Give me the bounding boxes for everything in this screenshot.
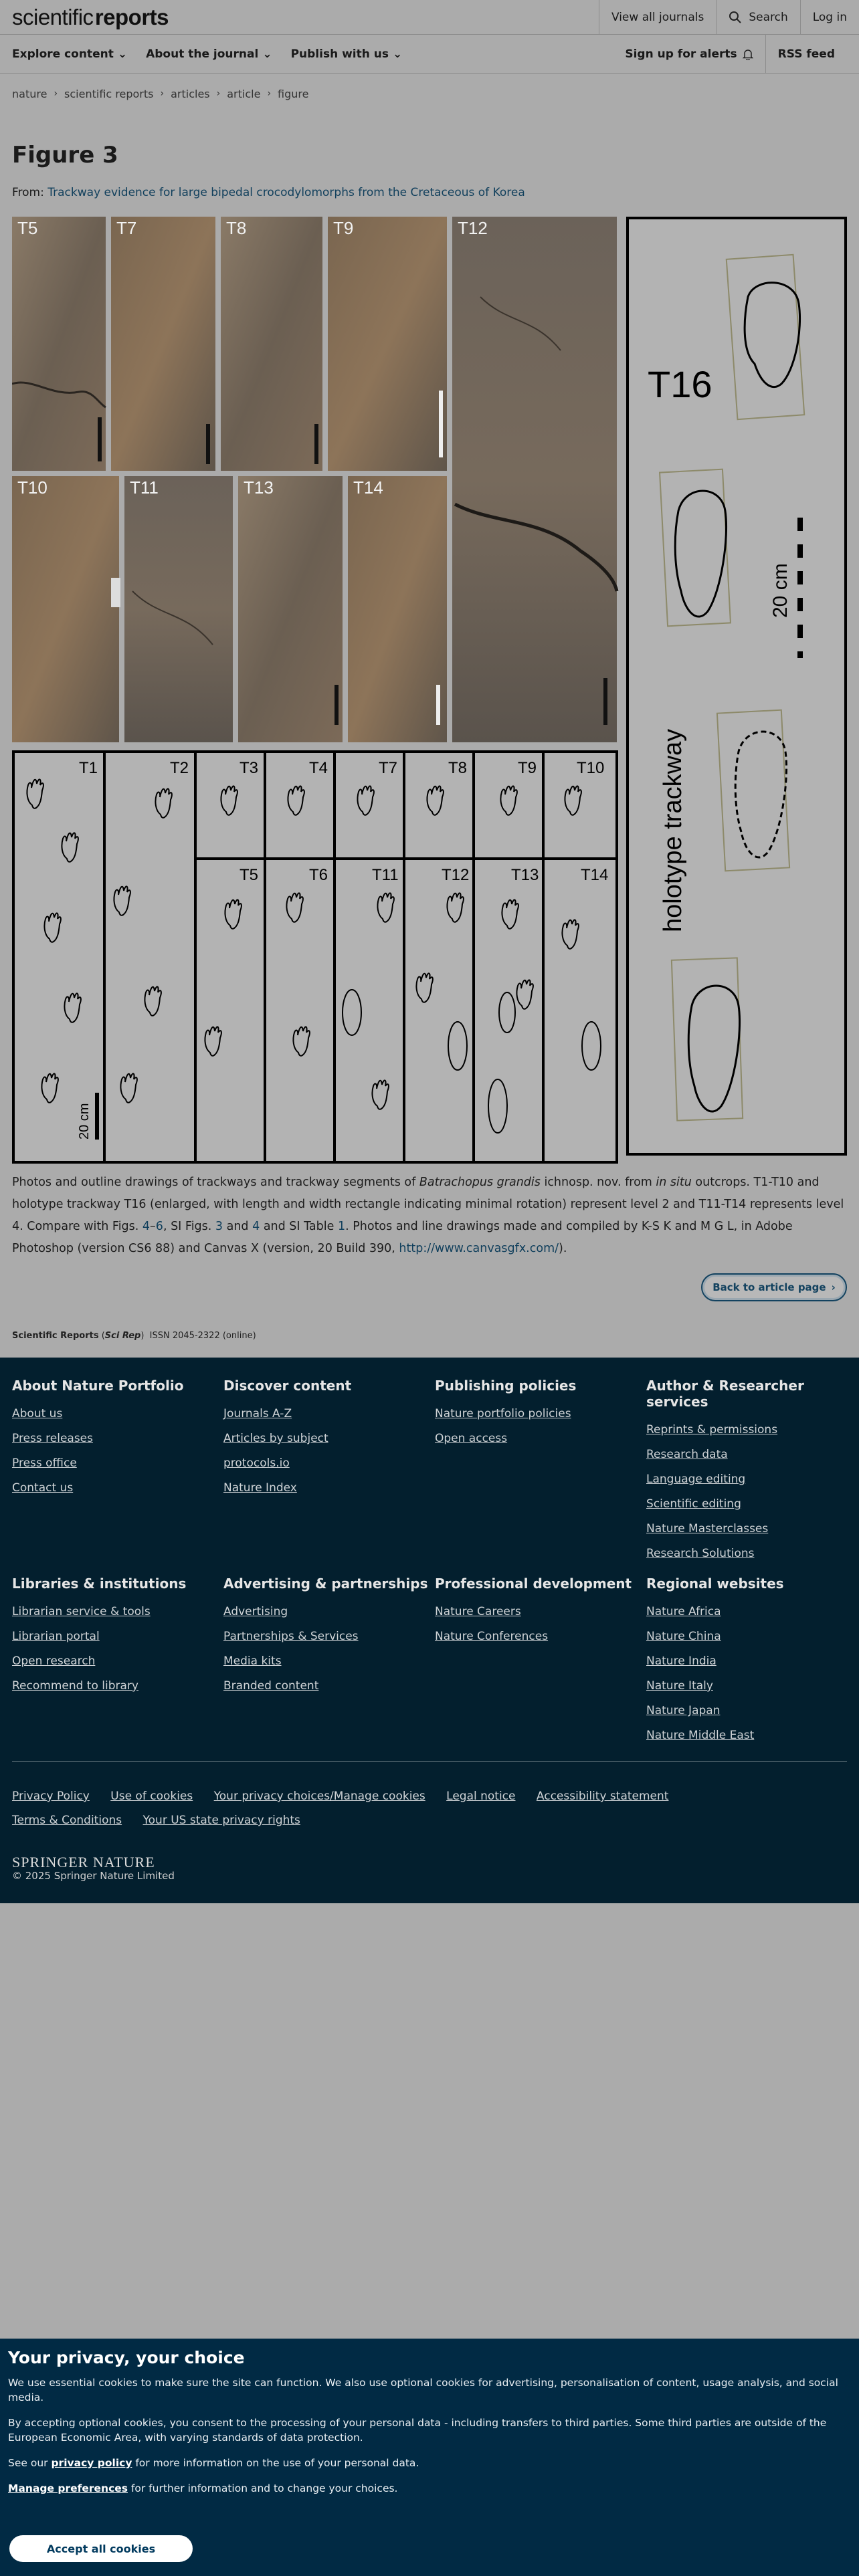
breadcrumb xyxy=(0,74,859,114)
si-table1-link[interactable]: 1 xyxy=(337,1220,346,1233)
legal-notice-link[interactable]: Legal notice xyxy=(446,1790,516,1803)
footer-link[interactable]: Nature Conferences xyxy=(435,1630,549,1643)
chevron-right-icon: › xyxy=(216,88,221,99)
footer-divider xyxy=(12,1761,847,1762)
footer-link[interactable]: Open research xyxy=(12,1654,96,1668)
drawing-label: T13 xyxy=(511,866,539,884)
scale-bar xyxy=(206,424,210,464)
drawing-label: T4 xyxy=(309,759,328,777)
journal-logo[interactable] xyxy=(12,5,169,30)
accept-cookies-button[interactable]: Accept all cookies xyxy=(9,2535,193,2562)
cookie-text-part: See our xyxy=(8,2457,52,2469)
chevron-down-icon: ⌄ xyxy=(117,47,128,61)
photo-t10 xyxy=(12,476,119,742)
footer-link[interactable]: Recommend to library xyxy=(12,1679,138,1693)
journal-name: Scientific Reports xyxy=(12,1331,99,1341)
si-fig3-link[interactable]: 3 xyxy=(215,1220,223,1233)
footer-link[interactable]: Articles by subject xyxy=(223,1432,328,1445)
chevron-right-icon: › xyxy=(160,88,165,99)
cookie-text: By accepting optional cookies, you consent to the processing of your personal data - including transfers to third parties. Some third parties are outside of the European Economic Area, with varying standards of data protection. xyxy=(8,2417,827,2444)
footer-link[interactable]: Librarian portal xyxy=(12,1630,100,1643)
scale-bar xyxy=(436,685,440,725)
drawing-label: T14 xyxy=(581,866,609,884)
scale-label: 20 cm xyxy=(77,1103,92,1140)
chevron-down-icon: ⌄ xyxy=(393,47,403,61)
photo-t8 xyxy=(221,217,322,471)
scale-bar xyxy=(439,391,443,457)
journal-abbr: Sci Rep xyxy=(104,1331,141,1341)
logo-light-text: scientific xyxy=(12,4,94,29)
footer-link[interactable]: Contact us xyxy=(12,1481,74,1495)
article-link[interactable]: Trackway evidence for large bipedal crocodylomorphs from the Cretaceous of Korea xyxy=(47,186,525,199)
footer-column xyxy=(223,1378,435,1566)
scale-bar xyxy=(314,424,318,464)
bell-icon xyxy=(743,48,753,60)
footer-link[interactable]: protocols.io xyxy=(223,1457,290,1470)
footer-link[interactable]: Scientific editing xyxy=(646,1497,741,1511)
explore-content-menu[interactable] xyxy=(12,47,127,61)
login-label: Log in xyxy=(812,10,847,24)
search-label: Search xyxy=(749,10,788,24)
journal-info: Scientific Reports (Sci Rep) ISSN 2045-2322 (online) xyxy=(12,1331,256,1341)
manage-preferences-link[interactable]: Manage preferences xyxy=(8,2482,128,2494)
footer-link[interactable]: Nature Middle East xyxy=(646,1729,755,1742)
breadcrumb-article[interactable]: article xyxy=(227,87,261,100)
privacy-policy-link[interactable]: Privacy Policy xyxy=(12,1790,90,1803)
photo-label: T8 xyxy=(226,218,247,238)
scale-bar xyxy=(603,678,607,725)
chevron-down-icon: ⌄ xyxy=(262,47,272,61)
footer-heading: Publishing policies xyxy=(435,1378,577,1394)
cookie-title: Your privacy, your choice xyxy=(8,2348,245,2367)
cookie-text-part: for further information and to change your choices. xyxy=(128,2482,398,2494)
footer-link[interactable]: Research Solutions xyxy=(646,1547,755,1560)
footer-heading: Author & Researcher services xyxy=(646,1378,804,1410)
breadcrumb-articles[interactable]: articles xyxy=(171,87,210,100)
drawing-label: T2 xyxy=(170,759,189,777)
photo-label: T7 xyxy=(116,218,137,238)
caption-italic: in situ xyxy=(656,1176,692,1189)
footer-link[interactable]: Nature Index xyxy=(223,1481,297,1495)
footer-link[interactable]: Nature Italy xyxy=(646,1679,713,1693)
cookie-text xyxy=(8,2481,851,2496)
drawing-label: T6 xyxy=(309,866,328,884)
scale-bar xyxy=(98,417,102,461)
scale-bar-ruler xyxy=(797,518,803,658)
search-icon xyxy=(729,11,742,24)
t16-panel xyxy=(628,218,846,1154)
photo-t13 xyxy=(238,476,343,742)
scale-bar xyxy=(95,1093,99,1140)
back-to-article-button[interactable] xyxy=(701,1273,847,1301)
footer-column xyxy=(12,1378,223,1566)
search-button[interactable] xyxy=(716,0,799,34)
rss-feed-link[interactable] xyxy=(765,35,847,73)
footer-link[interactable]: Media kits xyxy=(223,1654,282,1668)
photo-label: T12 xyxy=(458,218,488,238)
footer-link[interactable]: Nature portfolio policies xyxy=(435,1407,571,1420)
photo-t14 xyxy=(348,476,447,742)
figure-source xyxy=(12,186,525,199)
caption-text: ichnosp. nov. from xyxy=(540,1176,656,1189)
copyright: © 2025 Springer Nature Limited xyxy=(12,1870,175,1882)
footer-column xyxy=(12,1576,223,1748)
cookie-banner xyxy=(0,2339,859,2576)
terms-link[interactable]: Terms & Conditions xyxy=(12,1814,122,1827)
drawing-label: T1 xyxy=(79,759,98,777)
breadcrumb-scientific-reports[interactable]: scientific reports xyxy=(64,87,154,100)
logo-bold-text: reports xyxy=(94,4,169,29)
publish-menu[interactable] xyxy=(291,47,403,61)
canvasgfx-link[interactable]: http://www.canvasgfx.com/ xyxy=(399,1242,559,1255)
caption-text: . Photos and line drawings made and compiled by K-S K and M G L, in Adobe Photoshop (version CS6 88) and Canvas X (version, 20 Build 390, xyxy=(12,1220,793,1255)
footer-link[interactable]: Journals A-Z xyxy=(223,1407,292,1420)
about-journal-menu[interactable] xyxy=(146,47,272,61)
photo-t11 xyxy=(124,476,233,742)
from-label: From: xyxy=(12,186,44,199)
figure-image[interactable] xyxy=(12,217,847,1164)
drawing-label: T11 xyxy=(372,866,399,884)
footer-link[interactable]: Partnerships & Services xyxy=(223,1630,359,1643)
footer-column xyxy=(646,1576,848,1748)
fig4-link[interactable]: 4 xyxy=(142,1220,151,1233)
sign-up-alerts-link[interactable] xyxy=(613,35,765,73)
caption-text: outcrops. T1-T10 and holotype trackway T16 (enlarged, with length and width rectangle indicating minimal rotation) represent level 2 and T11-T14 represents level 4. Compare with Figs. xyxy=(12,1176,844,1233)
caption-text: – xyxy=(150,1220,156,1233)
back-button-label: Back to article page xyxy=(712,1281,826,1293)
footer-link[interactable]: Press releases xyxy=(12,1432,93,1445)
cookie-text: We use essential cookies to make sure the site can function. We also use optional cookies for advertising, personalisation of content, usage analysis, and social media. xyxy=(8,2377,838,2403)
view-all-label: View all journals xyxy=(611,10,704,24)
springer-nature-logo[interactable]: SPRINGER NATURE xyxy=(12,1854,155,1870)
privacy-choices-link[interactable]: Your privacy choices/Manage cookies xyxy=(213,1790,425,1803)
photo-label: T5 xyxy=(17,218,38,238)
login-button[interactable] xyxy=(800,0,859,34)
about-label: About the journal xyxy=(146,47,259,61)
si-fig4-link[interactable]: 4 xyxy=(252,1220,260,1233)
us-privacy-rights-link[interactable]: Your US state privacy rights xyxy=(142,1814,300,1827)
footer-heading: Libraries & institutions xyxy=(12,1576,187,1592)
accessibility-link[interactable]: Accessibility statement xyxy=(536,1790,669,1803)
footer-column xyxy=(646,1378,848,1566)
footer-link[interactable]: Nature Careers xyxy=(435,1605,521,1618)
explore-label: Explore content xyxy=(12,47,114,61)
photo-label: T11 xyxy=(130,477,159,498)
rss-label: RSS feed xyxy=(777,47,835,61)
footer-link[interactable]: Open access xyxy=(435,1432,508,1445)
footer-column xyxy=(223,1576,435,1748)
photo-label: T13 xyxy=(244,477,274,498)
footer-heading: Professional development xyxy=(435,1576,632,1592)
figure-caption xyxy=(12,1172,848,1260)
photo-t9 xyxy=(328,217,447,471)
breadcrumb-current: figure xyxy=(278,87,309,100)
footer-column xyxy=(435,1378,646,1566)
fig6-link[interactable]: 6 xyxy=(155,1220,163,1233)
photo-t7 xyxy=(111,217,215,471)
photo-t5 xyxy=(12,217,106,471)
breadcrumb-nature[interactable]: nature xyxy=(12,87,47,100)
caption-text: ). xyxy=(559,1242,567,1255)
cookie-text-part: for more information on the use of your personal data. xyxy=(132,2457,419,2469)
chevron-right-icon: › xyxy=(54,88,58,99)
footer-link[interactable]: Press office xyxy=(12,1457,77,1470)
chevron-right-icon: › xyxy=(831,1281,836,1293)
photo-label: T9 xyxy=(333,218,354,238)
scale-label: 20 cm xyxy=(769,563,791,618)
footer-column xyxy=(435,1576,646,1748)
holotype-label: holotype trackway xyxy=(659,728,687,932)
footer-link[interactable]: Nature Africa xyxy=(646,1605,721,1618)
footer-link[interactable]: Nature Japan xyxy=(646,1704,721,1717)
footer-link[interactable]: Advertising xyxy=(223,1605,288,1618)
caption-text: and xyxy=(223,1220,253,1233)
drawing-label: T7 xyxy=(379,759,398,777)
scale-bar xyxy=(335,685,339,725)
drawing-label: T3 xyxy=(240,759,259,777)
journal-issn: ISSN 2045-2322 (online) xyxy=(149,1331,256,1341)
use-of-cookies-link[interactable]: Use of cookies xyxy=(110,1790,193,1803)
footer-heading: Regional websites xyxy=(646,1576,784,1592)
publish-label: Publish with us xyxy=(290,47,389,61)
drawing-label: T8 xyxy=(448,759,468,777)
caption-text: , SI Figs. xyxy=(163,1220,215,1233)
footer-row-1 xyxy=(12,1378,848,1566)
t16-label: T16 xyxy=(648,363,712,405)
caption-text: Photos and outline drawings of trackways and trackway segments of xyxy=(12,1176,419,1189)
alerts-label: Sign up for alerts xyxy=(625,47,737,61)
photo-label: T10 xyxy=(17,477,47,498)
chevron-right-icon: › xyxy=(267,88,272,99)
footer-link[interactable]: Nature India xyxy=(646,1654,717,1668)
footer-link[interactable]: Librarian service & tools xyxy=(12,1605,151,1618)
footer-heading: Advertising & partnerships xyxy=(223,1576,428,1592)
footer-link[interactable]: Branded content xyxy=(223,1679,319,1693)
cookie-text xyxy=(8,2456,851,2470)
scale-bar xyxy=(111,578,120,607)
drawing-label: T9 xyxy=(518,759,537,777)
footer-link[interactable]: About us xyxy=(12,1407,63,1420)
drawing-label: T5 xyxy=(240,866,259,884)
photo-label: T14 xyxy=(353,477,383,498)
footer-heading: Discover content xyxy=(223,1378,352,1394)
drawing-label: T12 xyxy=(442,866,470,884)
footer-link[interactable]: Reprints & permissions xyxy=(646,1423,778,1436)
footer-link[interactable]: Language editing xyxy=(646,1473,746,1486)
footer-link[interactable]: Research data xyxy=(646,1448,728,1461)
top-bar xyxy=(0,0,859,35)
drawing-label: T10 xyxy=(577,759,605,777)
view-all-journals-link[interactable] xyxy=(599,0,716,34)
main-nav xyxy=(0,35,859,74)
footer-heading: About Nature Portfolio xyxy=(12,1378,184,1394)
footer-link[interactable]: Nature China xyxy=(646,1630,721,1643)
footer-link[interactable]: Nature Masterclasses xyxy=(646,1522,769,1535)
page-title: Figure 3 xyxy=(12,142,118,169)
caption-text: and SI Table xyxy=(260,1220,338,1233)
site-footer xyxy=(0,1358,859,1903)
privacy-policy-link[interactable]: privacy policy xyxy=(51,2457,132,2469)
photo-t12 xyxy=(452,217,617,742)
footer-legal-links xyxy=(12,1784,848,1832)
footer-row-2 xyxy=(12,1576,848,1748)
caption-species: Batrachopus grandis xyxy=(419,1176,541,1189)
